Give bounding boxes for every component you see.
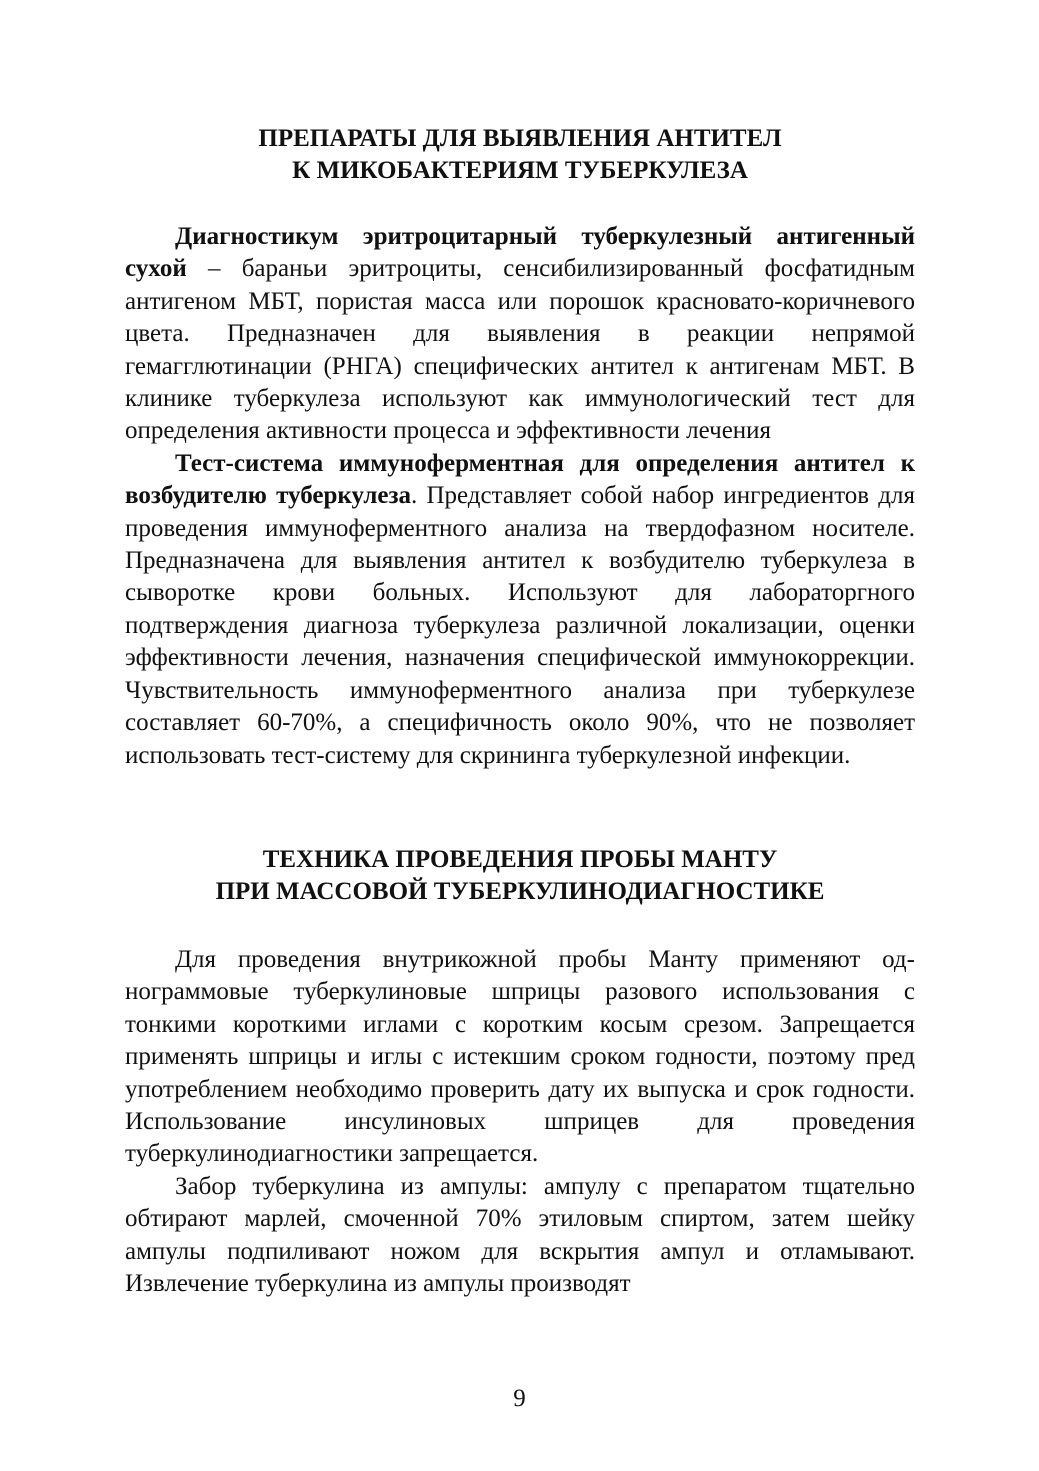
heading-line: ПРИ МАССОВОЙ ТУБЕРКУЛИНОДИАГНОСТИКЕ — [215, 877, 825, 905]
paragraph-text: – бараньи эритроциты, сенсибилизированный фосфатидным антигеном МБТ, пористая масса или порошок красновато-коричневого цвета. Предназначен для выявления в реакции непрямой гемагглютинации (РНГА) специфических антител к антигенам МБТ. В клинике туберкулеза используют как иммунологический тест для определения активности процесса и эффективности лечения — [125, 255, 915, 445]
heading-line: ПРЕПАРАТЫ ДЛЯ ВЫЯВЛЕНИЯ АНТИТЕЛ — [258, 125, 782, 152]
term-diagnosticum: Диагностикум эритроцитарный туберкулезный антигенный сухой — [125, 223, 915, 283]
paragraph-diagnosticum — [125, 221, 915, 448]
paragraph-tuberculin-ampoule: Забор туберкулина из ампулы: ампулу с препаратом тщательно обтирают марлей, смоченной 70% этиловым спиртом, затем шейку ампулы подпиливают ножом для вскрытия ампул и отламывают. Извлечение туберкулина из ампулы производят — [125, 1172, 915, 1297]
paragraph-test-system — [125, 448, 915, 772]
heading-line: К МИКОБАКТЕРИЯМ ТУБЕРКУЛЕЗА — [292, 157, 748, 184]
page-content — [125, 123, 915, 1300]
page-number: 9 — [513, 1385, 526, 1412]
paragraph-syringes: Для проведения внутрикожной пробы Манту применяют однограммовые туберкулиновые шприцы разового использования с тонкими короткими иглами с коротким косым срезом. Запрещается применять шприцы и иглы с истекшим сроком годности, поэтому пред употреблением необходимо проверить дату их выпуска и срок годности. Использование инсулиновых шприцев для проведения туберкулинодиагностики запрещается. — [125, 945, 915, 1168]
section-heading-mantoux-technique — [125, 844, 915, 908]
term-test-system: Тест-система иммуноферментная для определения антител к возбудителю туберкулеза — [125, 449, 915, 510]
heading-line: ТЕХНИКА ПРОВЕДЕНИЯ ПРОБЫ МАНТУ — [262, 845, 778, 873]
section-heading-antibody-preparations — [125, 123, 915, 187]
paragraph-text: . Представляет собой набор ингредиентов для проведения иммуноферментного анализа на твердофазном носителе. Предназначена для выявления антител к возбудителю туберкулеза в сыворотке крови больных. Используют для лабораторгного подтверждения диагноза туберкулеза различной локализации, оценки эффективности лечения, назначения специфической иммунокоррекции. Чувствительность иммуноферментного анализа при туберкулезе составляет 60-70%, а специфичность около 90%, что не позволяет использовать тест-систему для скрининга туберкулезной инфекции. — [125, 482, 915, 769]
